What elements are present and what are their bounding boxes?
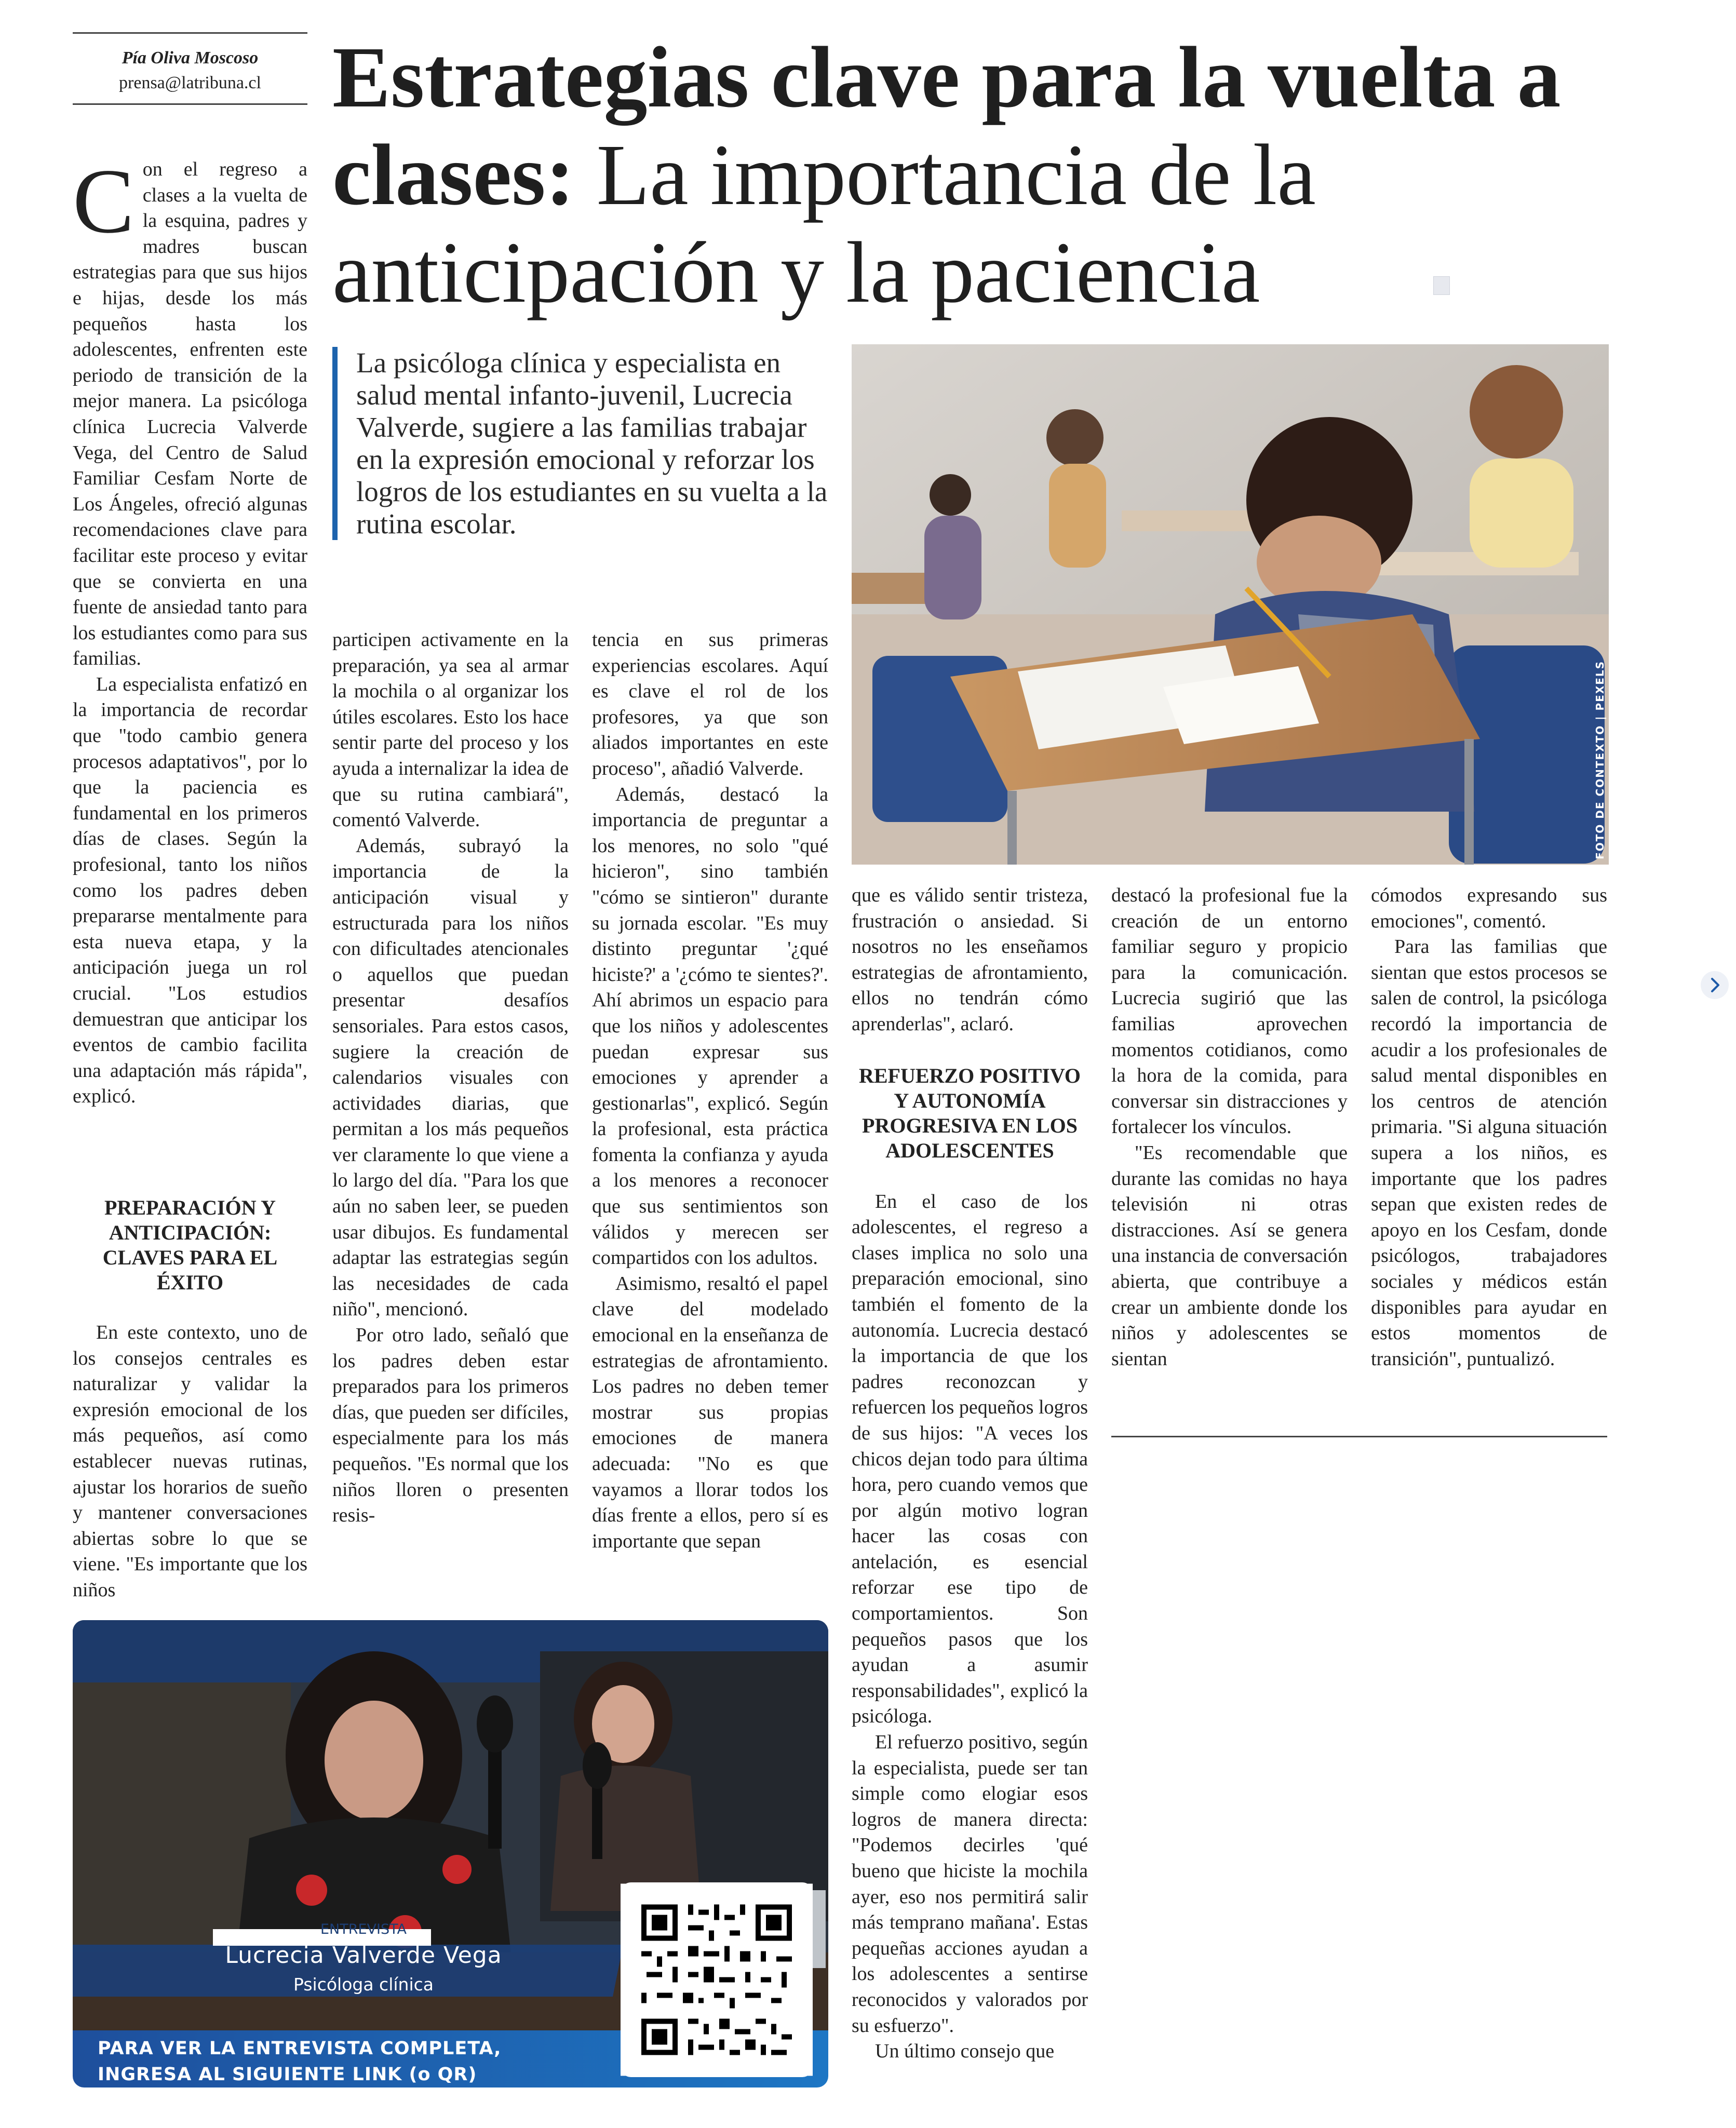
author-name: Pía Oliva Moscoso — [122, 48, 259, 68]
lead-paragraph: La psicóloga clínica y especialista en salud mental infanto-juvenil, Lucrecia Valverde, sugiere a las familias trabajar en la expresión emocional y reforzar los logros de los estudiantes en su vuelta a la rutina escolar. — [332, 347, 839, 540]
paragraph: Por otro lado, señaló que los padres deben estar preparados para los primeros días, que pueden ser difíciles, especialmente para los más pequeños. "Es normal que los niños lloren o presenten resis- — [332, 1324, 569, 1527]
paragraph: destacó la profesional fue la creación de un entorno familiar seguro y propicio para la comunicación. Lucrecia sugirió que las familias aprovechen momentos cotidianos, como la hora de la comida, para conversar sin distracciones y fortalecer los vínculos. — [1111, 884, 1348, 1138]
drop-cap: C — [73, 150, 134, 252]
photo-credit-text: FOTO DE CONTEXTO | PEXELS — [1594, 660, 1606, 859]
interviewee-name: Lucrecia Valverde Vega — [225, 1942, 502, 1969]
article-column-6 — [1371, 883, 1607, 1372]
paragraph: Además, subrayó la importancia de la anticipación visual y estructurada para los niños con dificultades atencionales o aquellos que puedan presentar desafíos sensoriales. Para estos casos, sugiere la creación de calendarios visuales con actividades diarias, que permitan a los más pequeños ver claramente lo que viene a lo largo del día. "Para los que aún no saben leer, se pueden usar dibujos. Es fundamental adaptar las estrategias según las necesidades de cada niño", mencionó. — [332, 834, 569, 1321]
interview-label: ENTREVISTA — [320, 1921, 407, 1937]
paragraph: que es válido sentir tristeza, frustración o ansiedad. Si nosotros no les enseñamos estrategias de afrontamiento, ellos no tendrán cómo aprenderlas", aclaró. — [852, 884, 1088, 1035]
paragraph: El refuerzo positivo, según la especialista, puede ser tan simple como elogiar esos logros de manera directa: "Podemos decirles 'qué bueno que hiciste la mochila ayer, eso nos permitirá salir más temprano mañana'. Estas pequeñas acciones ayudan a los adolescentes a sentirse reconocidos y valorados por su esfuerzo". — [852, 1731, 1088, 2037]
article-column-5 — [1111, 883, 1348, 1372]
article-column-3 — [592, 627, 828, 1554]
byline — [73, 32, 307, 105]
interviewee-role: Psicóloga clínica — [293, 1974, 434, 1995]
subheading-refuerzo: REFUERZO POSITIVO Y AUTONOMÍA PROGRESIVA EN LOS ADOLESCENTES — [858, 1063, 1081, 1162]
photo-credit — [1589, 623, 1610, 862]
article-column-4 — [852, 883, 1088, 2065]
subheading-preparacion: PREPARACIÓN Y ANTICIPACIÓN: CLAVES PARA EL ÉXITO — [102, 1196, 278, 1294]
paragraph: En el caso de los adolescentes, el regreso a clases implica no solo una preparación emocional, sino también el fomento de la autonomía. Lucrecia destacó la importancia de que los padres reconozcan y refuercen los pequeños logros de sus hijos: "A veces los chicos dejan todo para última hora, pero cuando vemos que por algún motivo logran hacer las cosas con antelación, es esencial reforzar ese tipo de comportamientos. Son pequeños pasos que los ayudan a asumir responsabilidades", explicó la psicóloga. — [852, 1190, 1088, 1728]
interview-box[interactable] — [73, 1620, 828, 2087]
headline-regular: La importancia de la anticipación y la paciencia — [332, 127, 1316, 321]
paragraph: La especialista enfatizó en la importancia de recordar que "todo cambio genera procesos adaptativos", por lo que la paciencia es fundamental en los primeros días de clases. Según la profesional, tanto los niños como los padres deben prepararse mentalmente para esta nueva etapa, y la anticipación juega un rol crucial. "Los estudios demuestran que anticipar los eventos de cambio facilita una adaptación más rápida", explicó. — [73, 673, 307, 1108]
paragraph: En este contexto, uno de los consejos centrales es naturalizar y validar la expresión emocional de los más pequeños, así como establecer nuevas rutinas, ajustar los horarios de sueño y mantener conversaciones abiertas sobre lo que se viene. "Es importante que los niños — [73, 1322, 307, 1601]
classroom-photo — [852, 344, 1609, 865]
paragraph: Un último consejo que — [875, 2040, 1055, 2063]
paragraph: cómodos expresando sus emociones", comentó. — [1371, 884, 1607, 932]
paragraph: participen activamente en la preparación, ya sea al armar la mochila o al organizar los útiles escolares. Esto los hace sentir parte del proceso y los ayuda a internalizar la idea de que su rutina cambiará", comentó Valverde. — [332, 629, 569, 831]
article-column-2 — [332, 627, 569, 1529]
paragraph: Asimismo, resaltó el papel clave del modelado emocional en la enseñanza de estrategias de afrontamiento. Los padres no deben temer mostrar sus propias emociones de manera adecuada: "No es que vayamos a llorar todos los días frente a ellos, pero sí es importante que sepan — [592, 1272, 828, 1552]
paragraph: tencia en sus primeras experiencias escolares. Aquí es clave el rol de los profesores, ya que son aliados importantes en este proceso", añadió Valverde. — [592, 629, 828, 779]
note-marker-icon[interactable] — [1433, 276, 1450, 295]
paragraph: "Es recomendable que durante las comidas no haya televisión ni otras distracciones. Así se genera una instancia de conversación abierta, que contribuye a crear un ambiente donde los niños y adolescentes se sientan — [1111, 1141, 1348, 1370]
paragraph: Además, destacó la importancia de preguntar a los menores, no solo "qué hicieron", sino también "cómo se sintieron" durante su jornada escolar. "Es muy distinto preguntar '¿qué hiciste?' a '¿cómo te sientes?'. Ahí abrimos un espacio para que los niños y adolescentes puedan expresar sus emociones y aprender a gestionarlas", explicó. Según la profesional, esta práctica fomenta la confianza y ayuda a los menores a reconocer que sus sentimientos son válidos y merecen ser compartidos con los adultos. — [592, 783, 828, 1269]
article-column-1 — [73, 150, 307, 1110]
interview-cta[interactable]: PARA VER LA ENTREVISTA COMPLETA, INGRESA AL SIGUIENTE LINK (o QR) — [98, 2038, 502, 2085]
author-email[interactable]: prensa@latribuna.cl — [119, 73, 261, 92]
article-column-1-continued — [73, 1195, 307, 1604]
headline — [332, 29, 1693, 321]
paragraph: on el regreso a clases a la vuelta de la esquina, padres y madres buscan estrategias para que sus hijos e hijas, desde los más pequeños hasta los adolescentes, enfrenten este periodo de transición de la mejor manera. La psicóloga clínica Lucrecia Valverde Vega, del Centro de Salud Familiar Cesfam Norte de Los Ángeles, ofreció algunas recomendaciones clave para facilitar este proceso y evitar que se convierta en una fuente de ansiedad tanto para los estudiantes como para sus familias. — [73, 158, 307, 670]
headline-bold: Estrategias clave para la vuelta a clases: — [332, 29, 1561, 223]
end-rule — [1111, 1436, 1607, 1437]
qr-code-icon[interactable] — [621, 1882, 813, 2077]
paragraph: Para las familias que sientan que estos procesos se salen de control, la psicóloga recordó la importancia de acudir a los profesionales de salud mental disponibles en los centros de atención primaria. "Si alguna situación supera a los niños, es importante que los padres sepan que existen redes de apoyo en los Cesfam, donde psicólogos, trabajadores sociales y médicos están disponibles para ayudar en estos momentos de transición", puntualizó. — [1371, 936, 1607, 1370]
article-photo — [852, 344, 1609, 865]
chevron-right-icon[interactable] — [1701, 971, 1729, 999]
